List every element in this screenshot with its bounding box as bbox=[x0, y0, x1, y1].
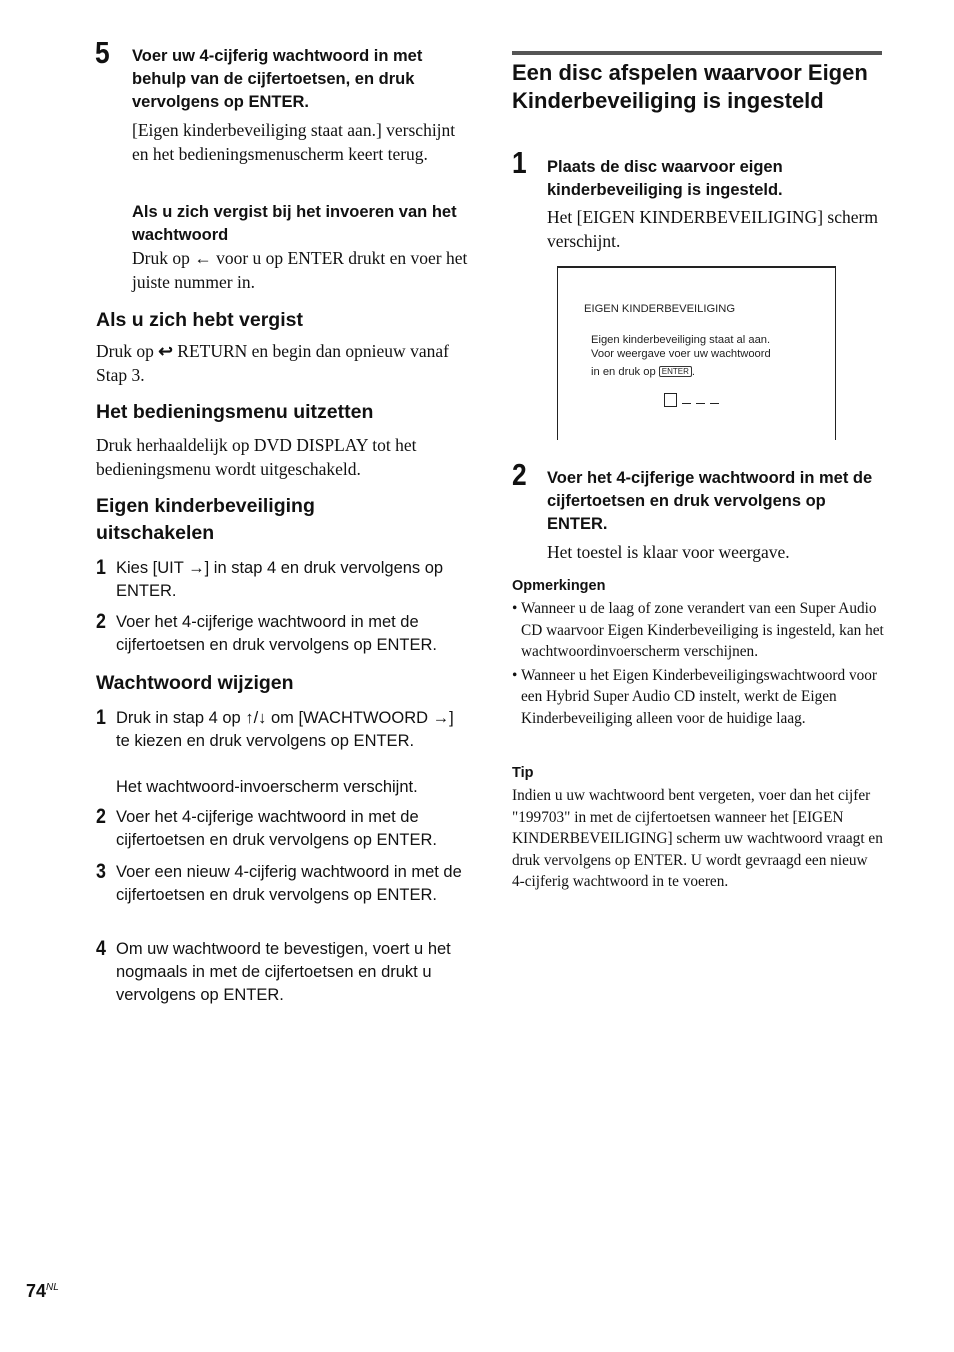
notes-list bbox=[512, 598, 884, 730]
step-2-heading: Voer het 4-cijferige wachtwoord in met de cijfertoetsen en druk vervolgens op ENTER. bbox=[547, 469, 873, 533]
step-text: Voer het 4-cijferige wachtwoord in met de cijfertoetsen en druk vervolgens op ENTER. bbox=[116, 613, 437, 654]
step-text: Voer een nieuw 4-cijferig wachtwoord in met de cijfertoetsen en druk vervolgens op ENTER. bbox=[116, 863, 462, 904]
step-number-2: 2 bbox=[512, 457, 527, 492]
step-text: Voer het 4-cijferige wachtwoord in met de cijfertoetsen en druk vervolgens op ENTER. bbox=[116, 808, 437, 849]
note-item: • Wanneer u de laag of zone verandert van een Super Audio CD waarvoor Eigen Kinderbeveiliging is ingesteld, kan het wachtwoordinvoerscherm verschijnen. bbox=[512, 598, 884, 663]
step-2-body: Het toestel is klaar voor weergave. bbox=[547, 542, 790, 562]
return-icon: ↩ bbox=[158, 341, 173, 361]
step-5-heading: Voer uw 4-cijferig wachtwoord in met behulp van de cijfertoetsen, en druk vervolgens op ENTER. bbox=[132, 47, 423, 111]
left-arrow-icon: ← bbox=[194, 248, 212, 268]
mistake-body: Druk op ← voor u op ENTER drukt en voer het juiste nummer in. bbox=[132, 248, 468, 292]
screen-title: EIGEN KINDERBEVEILIGING bbox=[584, 303, 736, 315]
step-text: Om uw wachtwoord te bevestigen, voert u het nogmaals in met de cijfertoetsen en drukt u vervolgens op ENTER. bbox=[116, 940, 451, 1004]
step-number: 2 bbox=[96, 610, 106, 633]
section-rule bbox=[512, 51, 882, 55]
tip-heading: Tip bbox=[512, 765, 534, 781]
step-number-1: 1 bbox=[512, 145, 527, 180]
password-entry-field bbox=[664, 392, 719, 410]
enter-key-icon: ENTER bbox=[659, 366, 692, 377]
mistake-subheading: Als u zich vergist bij het invoeren van het wachtwoord bbox=[132, 203, 457, 244]
screen-line: Eigen kinderbeveiliging staat al aan. bbox=[591, 334, 771, 346]
section-heading-vergist: Als u zich hebt vergist bbox=[96, 309, 303, 331]
step-5-body: [Eigen kinderbeveiliging staat aan.] verschijnt en het bedieningsmenuscherm keert terug. bbox=[132, 120, 456, 164]
step-number: 3 bbox=[96, 860, 106, 883]
tip-body: Indien u uw wachtwoord bent vergeten, voer dan het cijfer "199703" in met de cijfertoetsen wanneer het [EIGEN KINDERBEVEILIGING] scherm uw wachtwoord vraagt en druk vervolgens op ENTER. U wordt gevraagd een nieuw 4-cijferig wachtwoord in te voeren. bbox=[512, 787, 883, 891]
note-item: • Wanneer u het Eigen Kinderbeveiligingswachtwoord voor een Hybrid Super Audio CD instelt, werkt de Eigen Kinderbeveiliging alleen voor de huidige laag. bbox=[512, 665, 884, 730]
section-heading-uitzetten: Het bedieningsmenu uitzetten bbox=[96, 401, 374, 423]
screen-line: in en druk op ENTER . bbox=[591, 366, 696, 378]
password-cursor-box bbox=[664, 393, 677, 407]
screen-illustration bbox=[557, 266, 836, 440]
notes-heading: Opmerkingen bbox=[512, 578, 606, 594]
screen-line: Voor weergave voer uw wachtwoord bbox=[591, 348, 771, 360]
password-digit-placeholder bbox=[682, 402, 691, 404]
step-extra-text: Het wachtwoord-invoerscherm verschijnt. bbox=[116, 778, 418, 796]
section-heading-wijzigen: Wachtwoord wijzigen bbox=[96, 672, 294, 694]
page-number: $74^{NL}$ bbox=[26, 1281, 59, 1301]
step-number: 2 bbox=[96, 805, 106, 828]
section-body-uitzetten: Druk herhaaldelijk op DVD DISPLAY tot het bedieningsmenu wordt uitgeschakeld. bbox=[96, 435, 417, 479]
step-number: 4 bbox=[96, 937, 106, 960]
step-text: Kies [UIT →] in stap 4 en druk vervolgens op ENTER. bbox=[116, 559, 444, 600]
password-digit-placeholder bbox=[710, 402, 719, 404]
step-number-5: 5 bbox=[95, 35, 110, 70]
section-title: Een disc afspelen waarvoor Eigen Kinderbeveiliging is ingesteld bbox=[512, 60, 868, 113]
step-1-body: Het [EIGEN KINDERBEVEILIGING] scherm verschijnt. bbox=[547, 207, 878, 251]
section-body-vergist: Druk op ↩ RETURN en begin dan opnieuw vanaf Stap 3. bbox=[96, 341, 449, 385]
step-number: 1 bbox=[96, 556, 106, 579]
step-1-heading: Plaats de disc waarvoor eigen kinderbeveiliging is ingesteld. bbox=[547, 158, 783, 199]
section-heading-uitschakelen: Eigen kinderbeveiliging uitschakelen bbox=[96, 495, 315, 544]
password-digit-placeholder bbox=[696, 402, 705, 404]
step-number: 1 bbox=[96, 706, 106, 729]
step-text: Druk in stap 4 op ↑/↓ om [WACHTWOORD →] te kiezen en druk vervolgens op ENTER. bbox=[116, 709, 454, 750]
